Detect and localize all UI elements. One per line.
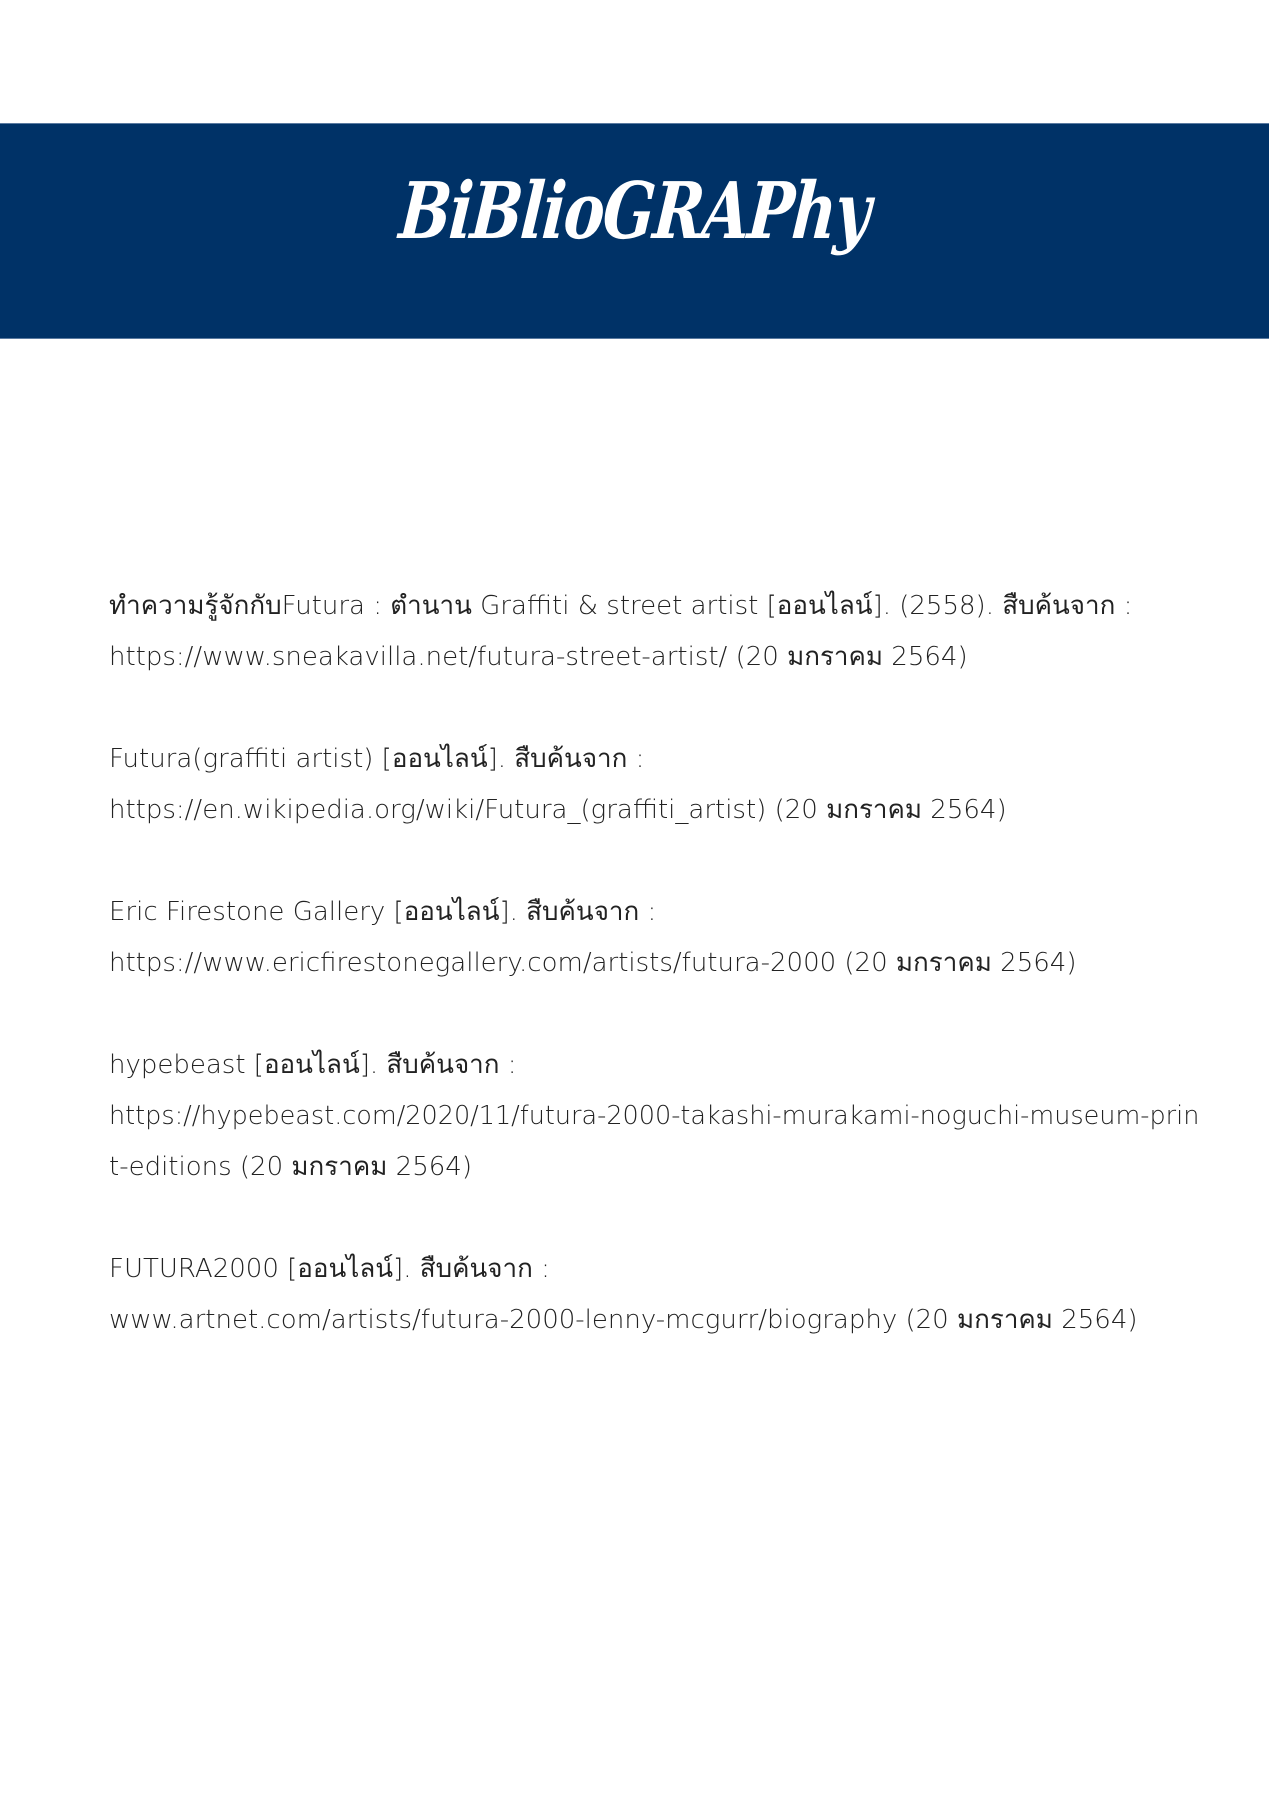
entry-text: Eric Firestone Gallery [ออนไลน์]. สืบค้นจาก : [109, 897, 657, 927]
entry-link-continued: t-editions (20 มกราคม 2564) [109, 1152, 472, 1182]
entry-text: FUTURA2000 [ออนไลน์]. สืบค้นจาก : [109, 1254, 550, 1284]
entry-link: https://www.ericfirestonegallery.com/artists/futura-2000 (20 มกราคม 2564) [109, 948, 1077, 978]
page-title: BiBlioGRAPhy [396, 166, 873, 257]
entry-link: https://www.sneakavilla.net/futura-street-artist/ (20 มกราคม 2564) [109, 642, 968, 672]
entry-text: ทำความรู้จักกับFutura : ตำนาน Graffiti & street artist [ออนไลน์]. (2558). สืบค้นจาก : [109, 591, 1133, 621]
entry-link: www.artnet.com/artists/futura-2000-lenny-mcgurr/biography (20 มกราคม 2564) [109, 1305, 1138, 1335]
entry-text: Futura(graffiti artist) [ออนไลน์]. สืบค้นจาก : [109, 744, 645, 774]
title-banner [0, 123, 1269, 339]
entry-text: hypebeast [ออนไลน์]. สืบค้นจาก : [109, 1050, 517, 1080]
entry-link: https://en.wikipedia.org/wiki/Futura_(graffiti_artist) (20 มกราคม 2564) [109, 795, 1007, 825]
entry-link: https://hypebeast.com/2020/11/futura-2000-takashi-murakami-noguchi-museum-prin [109, 1101, 1200, 1131]
